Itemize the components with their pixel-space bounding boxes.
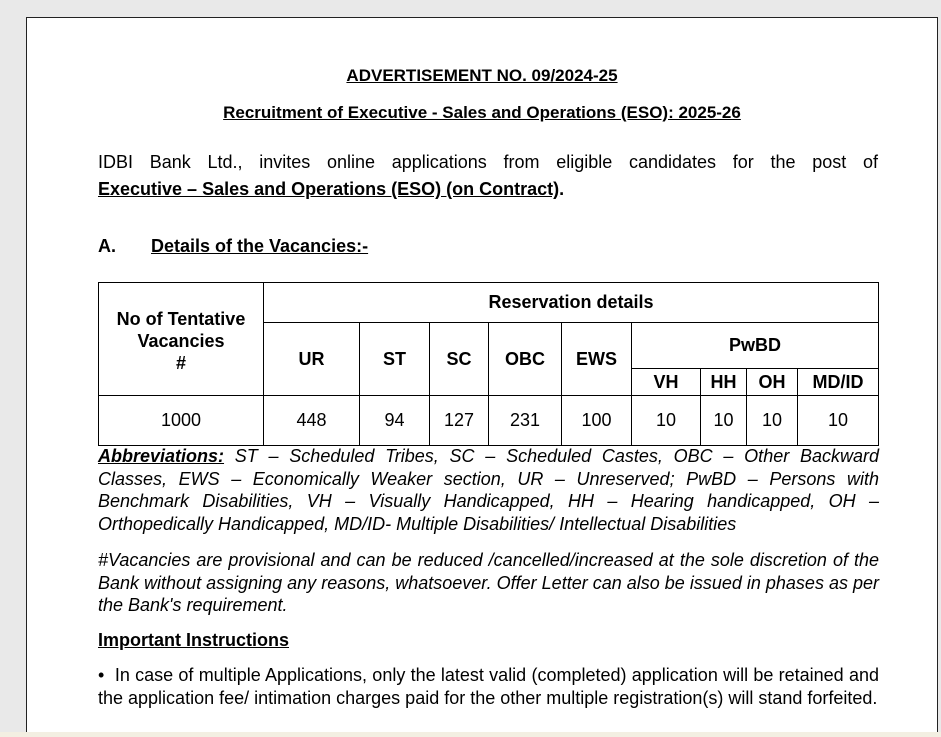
cell-ur: 448 [264, 396, 360, 446]
vacancy-note: #Vacancies are provisional and can be reduced /cancelled/increased at the sole discretion of the Bank without assigning any reasons, whatsoever. Offer Letter can also be issued in phases as per the Bank's requirement. [98, 550, 879, 615]
list-item-text: In case of multiple Applications, only the latest valid (completed) application will be retained and the application fee/ intimation charges paid for the other multiple registration(s) will stand forfeited. [98, 665, 879, 708]
bullet-icon: • [98, 665, 115, 685]
vacancy-table [98, 282, 879, 446]
reservation-details-header: Reservation details [264, 283, 879, 323]
cell-vh: 10 [632, 396, 701, 446]
section-a-heading [98, 236, 368, 257]
recruitment-title: Recruitment of Executive - Sales and Operations (ESO): 2025-26 [223, 103, 741, 122]
post-name [98, 179, 564, 200]
cell-obc: 231 [489, 396, 562, 446]
col-vacancies-header: No of Tentative Vacancies # [99, 283, 264, 396]
abbreviations-label: Abbreviations: [98, 446, 225, 466]
bottom-strip [0, 732, 941, 737]
list-item [98, 664, 879, 709]
post-name-text: Executive – Sales and Operations (ESO) (on Contract) [98, 179, 560, 199]
post-name-suffix: . [559, 179, 565, 199]
cell-mdid: 10 [798, 396, 879, 446]
col-header-ews: EWS [562, 323, 632, 396]
important-instructions-heading: Important Instructions [98, 630, 290, 650]
cell-oh: 10 [747, 396, 798, 446]
section-letter: A. [98, 236, 116, 256]
col-header-mdid: MD/ID [798, 369, 879, 396]
col-header-oh: OH [747, 369, 798, 396]
cell-ews: 100 [562, 396, 632, 446]
col-header-ur: UR [264, 323, 360, 396]
abbreviations-paragraph [98, 445, 879, 535]
col-header-obc: OBC [489, 323, 562, 396]
pwbd-header: PwBD [632, 323, 879, 369]
intro-text: IDBI Bank Ltd., invites online applications from eligible candidates for the post of [98, 152, 878, 172]
section-title: Details of the Vacancies:- [151, 236, 369, 256]
col-header-st: ST [360, 323, 430, 396]
col-header-sc: SC [430, 323, 489, 396]
advertisement-number: ADVERTISEMENT NO. 09/2024-25 [346, 66, 618, 85]
cell-st: 94 [360, 396, 430, 446]
document-page [26, 17, 938, 733]
col-header-hh: HH [701, 369, 747, 396]
table-row [99, 396, 879, 446]
cell-total: 1000 [99, 396, 264, 446]
cell-sc: 127 [430, 396, 489, 446]
abbreviations-text: ST – Scheduled Tribes, SC – Scheduled Castes, OBC – Other Backward Classes, EWS – Economically Weaker section, UR – Unreserved; PwBD – Persons with Benchmark Disabilities, VH – Visually Handicapped, HH – Hearing handicapped, OH – Orthopedically Handicapped, MD/ID- Multiple Disabilities/ Intellectual Disabilities [98, 446, 879, 534]
col-header-vh: VH [632, 369, 701, 396]
cell-hh: 10 [701, 396, 747, 446]
